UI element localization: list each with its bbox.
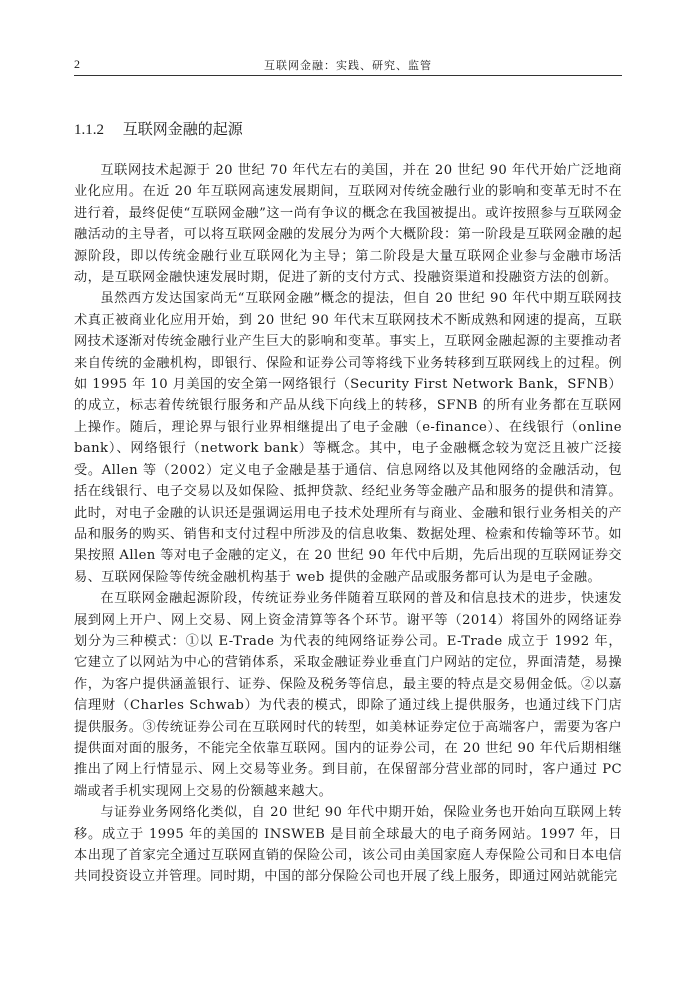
section-heading [74, 118, 243, 139]
section-number: 1.1.2 [74, 122, 104, 138]
page-header [74, 55, 622, 76]
paragraph: 在互联网金融起源阶段，传统证券业务伴随着互联网的普及和信息技术的进步，快速发展到网上开户、网上交易、网上资金清算等各个环节。谢平等（2014）将国外的网络证券划分为三种模式：①以 E-Trade 为代表的纯网络证券公司。E-Trade 成立于 1992 年，它建立了以网站为中心的营销体系，采取金融证券业垂直门户网站的定位，界面清楚，易操作，为客户提供涵盖银行、证券、保险及税务等信息，最主要的特点是交易佣金低。②以嘉信理财（Charles Schwab）为代表的模式，即除了通过线上提供服务，也通过线下门店提供服务。③传统证券公司在互联网时代的转型，如美林证券定位于高端客户，需要为客户提供面对面的服务，不能完全依靠互联网。国内的证券公司，在 20 世纪 90 年代后期相继推出了网上行情显示、网上交易等业务。到目前，在保留部分营业部的同时，客户通过 PC 端或者手机实现网上交易的份额越来越大。 [74, 591, 622, 799]
paragraph: 互联网技术起源于 20 世纪 70 年代左右的美国，并在 20 世纪 90 年代开始广泛地商业化应用。在近 20 年互联网高速发展期间，互联网对传统金融行业的影响和变革无时不在进行着，最终促使“互联网金融”这一尚有争议的概念在我国被提出。或许按照参与互联网金融活动的主导者，可以将互联网金融的发展分为两个大概阶段：第一阶段是互联网金融的起源阶段，即以传统金融行业互联网化为主导；第二阶段是大量互联网企业参与金融市场活动，是互联网金融快速发展时期，促进了新的支付方式、投融资渠道和投融资方法的创新。 [74, 163, 622, 286]
section-title: 互联网金融的起源 [122, 120, 243, 138]
running-title: 互联网金融：实践、研究、监管 [264, 59, 432, 72]
page-number: 2 [74, 57, 80, 71]
body-text [74, 160, 622, 888]
paragraph: 虽然西方发达国家尚无“互联网金融”概念的提法，但自 20 世纪 90 年代中期互联网技术真正被商业化应用开始，到 20 世纪 90 年代末互联网技术不断成熟和网速的提高，互联网技术逐渐对传统金融行业产生巨大的影响和变革。事实上，互联网金融起源的主要推动者来自传统的金融机构，即银行、保险和证券公司等将线下业务转移到互联网线上的过程。例如 1995 年 10 月美国的安全第一网络银行（Security First Network Bank，SFNB）的成立，标志着传统银行服务和产品从线下向线上的转移，SFNB 的所有业务都在互联网上操作。随后，理论界与银行业界相继提出了电子金融（e-finance）、在线银行（online bank）、网络银行（network bank）等概念。其中，电子金融概念较为宽泛且被广泛接受。Allen 等（2002）定义电子金融是基于通信、信息网络以及其他网络的金融活动，包括在线银行、电子交易以及如保险、抵押贷款、经纪业务等金融产品和服务的提供和清算。此时，对电子金融的认识还是强调运用电子技术处理所有与商业、金融和银行业务相关的产品和服务的购买、销售和支付过程中所涉及的信息收集、数据处理、检索和传输等环节。如果按照 Allen 等对电子金融的定义，在 20 世纪 90 年代中后期，先后出现的互联网证券交易、互联网保险等传统金融机构基于 web 提供的金融产品或服务都可认为是电子金融。 [74, 291, 622, 585]
paragraph: 与证券业务网络化类似，自 20 世纪 90 年代中期开始，保险业务也开始向互联网上转移。成立于 1995 年的美国的 INSWEB 是目前全球最大的电子商务网站。1997 年，日本出现了首家完全通过互联网直销的保险公司，该公司由美国家庭人寿保险公司和日本电信共同投资设立并管理。同时期，中国的部分保险公司也开展了线上服务，即通过网站就能完 [74, 805, 622, 885]
